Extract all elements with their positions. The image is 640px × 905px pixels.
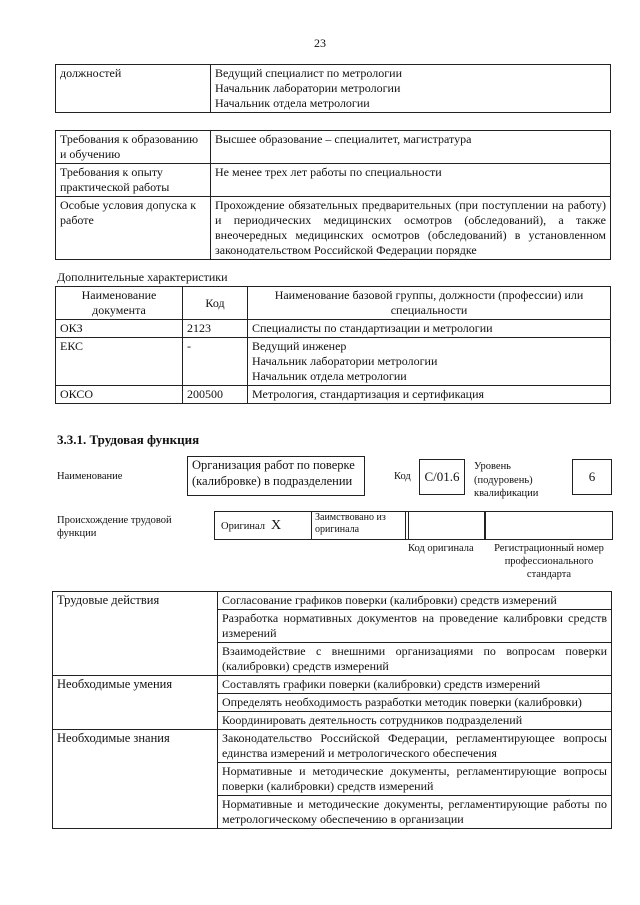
- row-value: Прохождение обязательных предварительных (при поступлении на работу) и периодических медицинских осмотров (обследований), а также внеочередных медицинских осмотров (обследований) в установленном законодательством Российской Федерации порядке: [211, 197, 611, 260]
- table-row: [56, 164, 611, 197]
- row-value: Высшее образование – специалитет, магистратура: [211, 131, 611, 164]
- original-box: [214, 511, 312, 540]
- code-cell: -: [183, 338, 248, 386]
- table-row: [53, 676, 612, 694]
- code-cell: 200500: [183, 386, 248, 404]
- original-label: Оригинал: [221, 521, 265, 532]
- row-label: Особые условия допуска к работе: [56, 197, 211, 260]
- code-label: Код: [394, 471, 411, 482]
- level-label: Уровень (подуровень) квалификации: [474, 461, 539, 500]
- name-cell: [248, 338, 611, 386]
- activities-table: [52, 591, 612, 829]
- page-number: 23: [314, 36, 326, 50]
- table-row: [53, 730, 612, 763]
- group-label: Необходимые умения: [53, 676, 218, 730]
- borrowed-box: Заимствовано из оригинала: [311, 511, 409, 540]
- positions-table: [55, 64, 611, 113]
- table-row: [56, 197, 611, 260]
- activity-item: Согласование графиков поверки (калибровки) средств измерений: [218, 592, 612, 610]
- activity-item: Взаимодействие с внешними организациями по вопросам поверки (калибровки) средств измерений: [218, 643, 612, 676]
- list-item: Начальник лаборатории метрологии: [215, 81, 401, 95]
- function-name-box: Организация работ по поверке (калибровке) в подразделении: [187, 456, 365, 496]
- row-value: Не менее трех лет работы по специальности: [211, 164, 611, 197]
- reg-number-caption: Регистрационный номер профессионального стандарта: [494, 543, 604, 581]
- table-row: [53, 592, 612, 610]
- section-heading: 3.3.1. Трудовая функция: [57, 432, 200, 447]
- knowledge-item: Нормативные и методические документы, регламентирующие работы по метрологическому обеспечению в организации: [218, 796, 612, 829]
- orig-code-box: [405, 511, 485, 540]
- list-item: Ведущий специалист по метрологии: [215, 66, 403, 80]
- requirements-table: [55, 130, 611, 260]
- knowledge-item: Законодательство Российской Федерации, регламентирующее вопросы единства измерений и метрологического обеспечения: [218, 730, 612, 763]
- row-label: должностей: [56, 65, 211, 113]
- column-header: Наименование документа: [56, 287, 183, 320]
- row-value: [211, 65, 611, 113]
- name-cell: Метрология, стандартизация и сертификация: [248, 386, 611, 404]
- list-item: Ведущий инженер: [252, 339, 347, 353]
- skill-item: Координировать деятельность сотрудников подразделений: [218, 712, 612, 730]
- table-row: [56, 386, 611, 404]
- table-header-row: [56, 287, 611, 320]
- name-cell: Специалисты по стандартизации и метрологии: [248, 320, 611, 338]
- column-header: Наименование базовой группы, должности (профессии) или специальности: [248, 287, 611, 320]
- row-label: Требования к опыту практической работы: [56, 164, 211, 197]
- original-mark: X: [271, 518, 282, 533]
- origin-label: Происхождение трудовой функции: [57, 515, 172, 540]
- doc-cell: ОКСО: [56, 386, 183, 404]
- group-label: Трудовые действия: [53, 592, 218, 676]
- reg-number-box: [485, 511, 613, 540]
- group-label: Необходимые знания: [53, 730, 218, 829]
- level-value-box: 6: [572, 459, 612, 495]
- doc-cell: ОКЗ: [56, 320, 183, 338]
- skill-item: Определять необходимость разработки методик поверки (калибровки): [218, 694, 612, 712]
- additional-table: [55, 286, 611, 404]
- column-header: Код: [183, 287, 248, 320]
- list-item: Начальник лаборатории метрологии: [252, 354, 438, 368]
- row-label: Требования к образованию и обучению: [56, 131, 211, 164]
- list-item: Начальник отдела метрологии: [215, 96, 370, 110]
- additional-title: Дополнительные характеристики: [57, 270, 228, 284]
- code-cell: 2123: [183, 320, 248, 338]
- code-value-box: С/01.6: [419, 459, 465, 495]
- doc-cell: ЕКС: [56, 338, 183, 386]
- table-row: [56, 338, 611, 386]
- name-label: Наименование: [57, 471, 123, 482]
- activity-item: Разработка нормативных документов на проведение калибровки средств измерений: [218, 610, 612, 643]
- list-item: Начальник отдела метрологии: [252, 369, 407, 383]
- table-row: [56, 320, 611, 338]
- knowledge-item: Нормативные и методические документы, регламентирующие вопросы поверки (калибровки) средств измерений: [218, 763, 612, 796]
- table-row: [56, 131, 611, 164]
- orig-code-caption: Код оригинала: [408, 543, 474, 554]
- table-row: [56, 65, 611, 113]
- skill-item: Составлять графики поверки (калибровки) средств измерений: [218, 676, 612, 694]
